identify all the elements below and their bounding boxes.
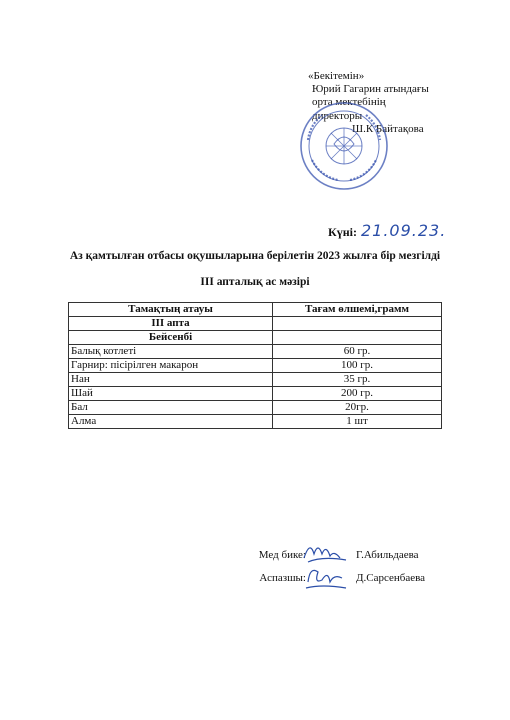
approval-director-name: Ш.К Байтақова — [352, 122, 424, 135]
approval-school-type: орта мектебінің — [312, 96, 386, 109]
dish-amount: 20гр. — [273, 401, 442, 415]
menu-table — [68, 302, 442, 429]
day-row — [69, 331, 442, 345]
signature-role: Мед бике: — [258, 549, 306, 561]
header-dish-name: Тамақтың атауы — [69, 303, 273, 317]
dish-amount: 1 шт — [273, 415, 442, 429]
dish-name: Шай — [69, 387, 273, 401]
table-row — [69, 359, 442, 373]
approval-position: директоры — [312, 109, 363, 122]
dish-name: Алма — [69, 415, 273, 429]
empty-cell — [273, 317, 442, 331]
table-row — [69, 345, 442, 359]
dish-name: Гарнир: пісірілген макарон — [69, 359, 273, 373]
date-value: 21.09.23. — [360, 221, 447, 240]
dish-amount: 100 гр. — [273, 359, 442, 373]
table-row — [69, 401, 442, 415]
week-row — [69, 317, 442, 331]
approval-title: «Бекітемін» — [308, 70, 365, 82]
document-subtitle: III апталық ас мәзірі — [200, 276, 310, 288]
school-stamp-icon — [298, 100, 390, 192]
table-row — [69, 387, 442, 401]
table-row — [69, 415, 442, 429]
dish-name: Балық котлеті — [69, 345, 273, 359]
empty-cell — [273, 331, 442, 345]
dish-amount: 200 гр. — [273, 387, 442, 401]
table-header-row — [69, 303, 442, 317]
signature-role: Аспазшы: — [259, 572, 306, 584]
signature-name: Д.Сарсенбаева — [356, 572, 426, 584]
dish-name: Бал — [69, 401, 273, 415]
week-label: III апта — [69, 317, 273, 331]
dish-amount: 60 гр. — [273, 345, 442, 359]
table-row — [69, 373, 442, 387]
cook-signature-icon — [302, 562, 350, 592]
dish-name: Нан — [69, 373, 273, 387]
header-portion: Тағам өлшемі,грамм — [273, 303, 442, 317]
day-label: Бейсенбі — [69, 331, 273, 345]
dish-amount: 35 гр. — [273, 373, 442, 387]
document-title: Аз қамтылған отбасы оқушыларына берілетін 2023 жылға бір мезгілді — [69, 250, 441, 262]
approval-school: Юрий Гагарин атындағы — [312, 83, 429, 96]
date-label: Күні: — [328, 225, 357, 239]
date-row — [328, 221, 446, 240]
signature-name: Г.Абильдаева — [356, 549, 419, 561]
